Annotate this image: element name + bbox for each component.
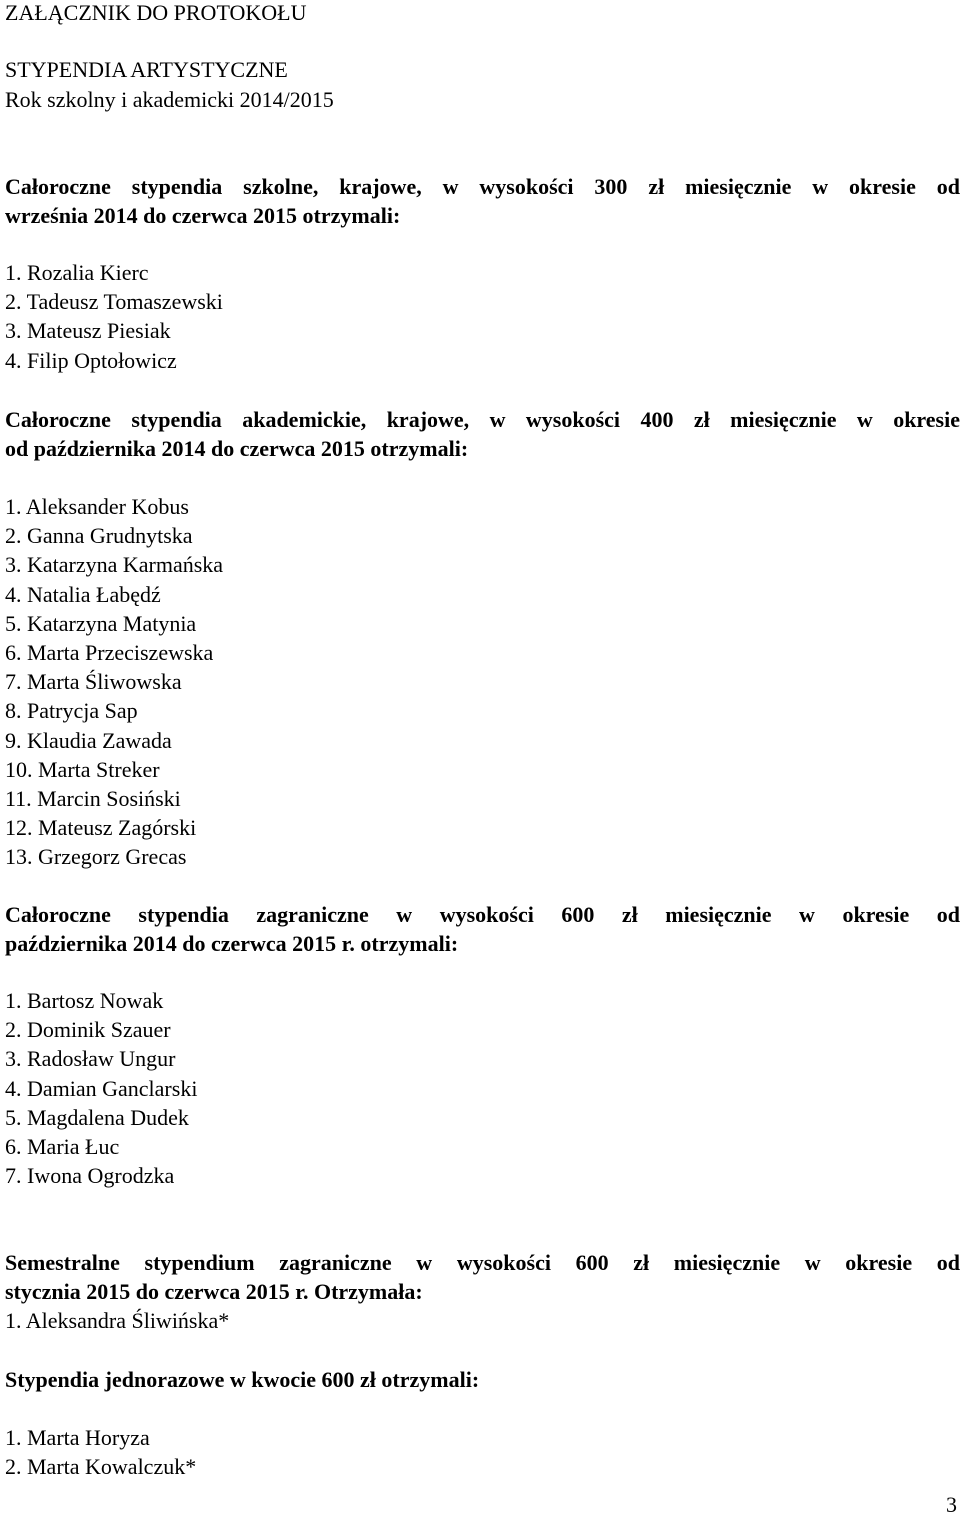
- page-number: 3: [946, 1492, 957, 1517]
- list-item: 11. Marcin Sosiński: [5, 786, 181, 812]
- list-item: 4. Damian Ganclarski: [5, 1075, 198, 1101]
- section-heading-line: Całoroczne stypendia akademickie, krajowe, w wysokości 400 zł miesięcznie w okresie: [5, 407, 960, 432]
- list-item: 10. Marta Streker: [5, 756, 160, 782]
- list-item: 1. Rozalia Kierc: [5, 260, 149, 285]
- section-heading-line: października 2014 do czerwca 2015 r. otrzymali:: [5, 931, 459, 956]
- list-item: 12. Mateusz Zagórski: [5, 815, 197, 841]
- list-item: 1. Bartosz Nowak: [5, 988, 164, 1013]
- section-heading-foreign: [5, 900, 960, 958]
- recipient-list-school: [5, 258, 223, 375]
- recipient-list-semester: [5, 1306, 229, 1335]
- list-item: 2. Ganna Grudnytska: [5, 523, 193, 549]
- section-heading-line: Całoroczne stypendia szkolne, krajowe, w wysokości 300 zł miesięcznie w okresie od: [5, 174, 960, 199]
- section-heading-line: Stypendia jednorazowe w kwocie 600 zł otrzymali:: [5, 1367, 480, 1392]
- section-heading-line: września 2014 do czerwca 2015 otrzymali:: [5, 203, 401, 228]
- section-heading-line: stycznia 2015 do czerwca 2015 r. Otrzymała:: [5, 1279, 423, 1304]
- recipient-list-one-time: [5, 1423, 196, 1481]
- section-heading-line: Całoroczne stypendia zagraniczne w wysokości 600 zł miesięcznie w okresie od: [5, 902, 960, 927]
- list-item: 1. Aleksander Kobus: [5, 494, 189, 519]
- section-heading-academic: [5, 405, 960, 463]
- list-item: 7. Marta Śliwowska: [5, 669, 182, 695]
- list-item: 5. Katarzyna Matynia: [5, 610, 197, 636]
- list-item: 6. Maria Łuc: [5, 1134, 120, 1160]
- list-item: 1. Aleksandra Śliwińska*: [5, 1308, 230, 1333]
- list-item: 9. Klaudia Zawada: [5, 727, 172, 753]
- section-heading-semester: [5, 1248, 960, 1306]
- section-heading-line: od października 2014 do czerwca 2015 otrzymali:: [5, 436, 469, 461]
- document-title: STYPENDIA ARTYSTYCZNE: [5, 57, 288, 82]
- list-item: 4. Natalia Łabędź: [5, 581, 161, 607]
- recipient-list-academic: [5, 492, 223, 872]
- list-item: 7. Iwona Ogrodzka: [5, 1163, 175, 1189]
- list-item: 1. Marta Horyza: [5, 1425, 150, 1450]
- list-item: 6. Marta Przeciszewska: [5, 640, 214, 666]
- document-subtitle: Rok szkolny i akademicki 2014/2015: [5, 87, 334, 112]
- list-item: 8. Patrycja Sap: [5, 698, 138, 724]
- section-heading-one-time: [5, 1365, 960, 1394]
- document-header: ZAŁĄCZNIK DO PROTOKOŁU: [5, 0, 307, 25]
- list-item: 4. Filip Optołowicz: [5, 347, 177, 373]
- recipient-list-foreign: [5, 986, 197, 1190]
- list-item: 3. Radosław Ungur: [5, 1046, 176, 1072]
- section-heading-school: [5, 172, 960, 230]
- list-item: 5. Magdalena Dudek: [5, 1104, 189, 1130]
- list-item: 2. Dominik Szauer: [5, 1017, 171, 1043]
- list-item: 2. Tadeusz Tomaszewski: [5, 289, 223, 315]
- list-item: 3. Katarzyna Karmańska: [5, 552, 224, 578]
- list-item: 13. Grzegorz Grecas: [5, 844, 187, 870]
- section-heading-line: Semestralne stypendium zagraniczne w wysokości 600 zł miesięcznie w okresie od: [5, 1250, 960, 1275]
- list-item: 2. Marta Kowalczuk*: [5, 1454, 197, 1480]
- list-item: 3. Mateusz Piesiak: [5, 318, 171, 344]
